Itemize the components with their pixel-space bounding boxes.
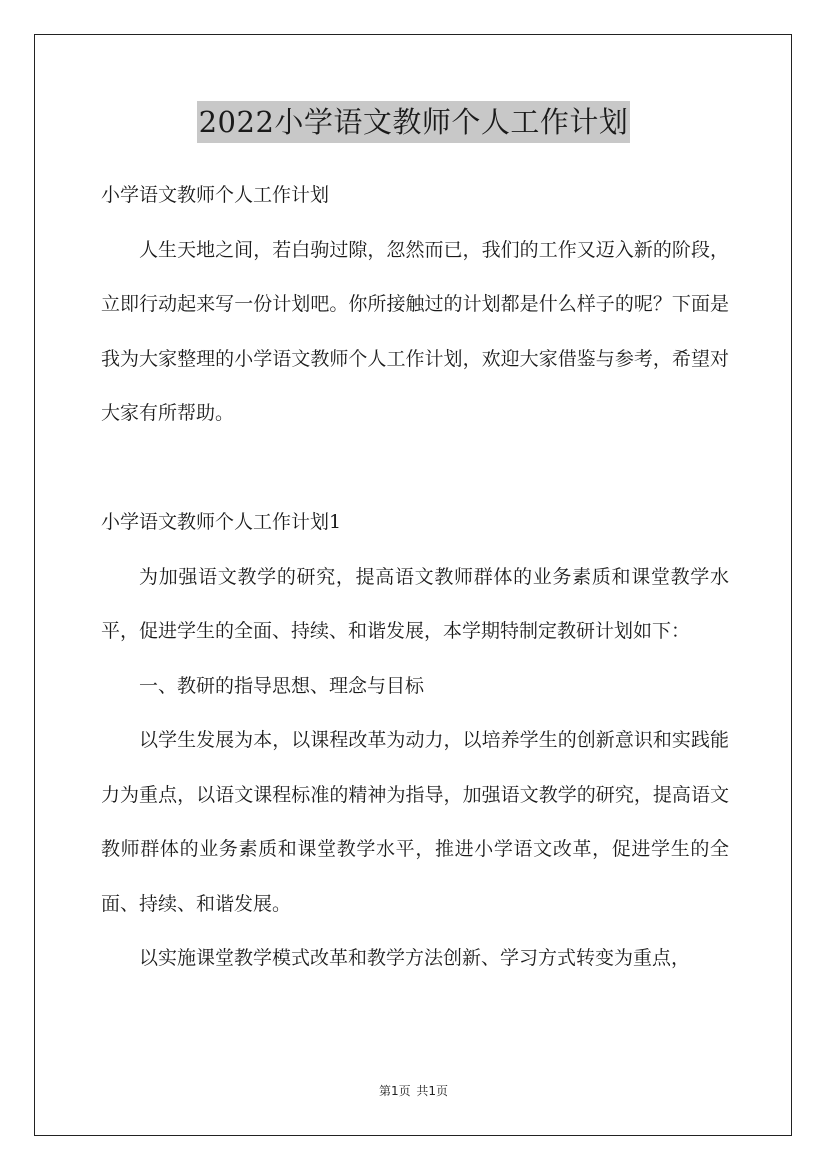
document-body [101,168,729,986]
plan-paragraph: 为加强语文教学的研究，提高语文教师群体的业务素质和课堂教学水平，促进学生的全面、持续、和谐发展，本学期特制定教研计划如下： [101,565,729,642]
document-title: 2022小学语文教师个人工作计划 [197,101,631,143]
page-number: 第1页 [378,1084,411,1098]
guideline-paragraph: 以学生发展为本，以课程改革为动力，以培养学生的创新意识和实践能力为重点，以语文课程标准的精神为指导，加强语文教学的研究，提高语文教师群体的业务素质和课堂教学水平，推进小学语文改革，促进学生的全面、持续、和谐发展。 [101,729,729,915]
focus-paragraph: 以实施课堂教学模式改革和教学方法创新、学习方式转变为重点， [139,947,691,969]
title-container [0,101,827,143]
subsection-heading: 一、教研的指导思想、理念与目标 [139,674,425,697]
section-heading: 小学语文教师个人工作计划 [101,184,330,206]
intro-paragraph: 人生天地之间，若白驹过隙，忽然而已，我们的工作又迈入新的阶段，立即行动起来写一份计划吧。你所接触过的计划都是什么样子的呢？下面是我为大家整理的小学语文教师个人工作计划，欢迎大家借鉴与参考，希望对大家有所帮助。 [101,238,729,424]
plan-heading: 小学语文教师个人工作计划1 [101,511,342,533]
total-pages: 共1页 [416,1084,449,1098]
paragraph-spacer [101,441,729,496]
page-footer [0,1082,827,1099]
